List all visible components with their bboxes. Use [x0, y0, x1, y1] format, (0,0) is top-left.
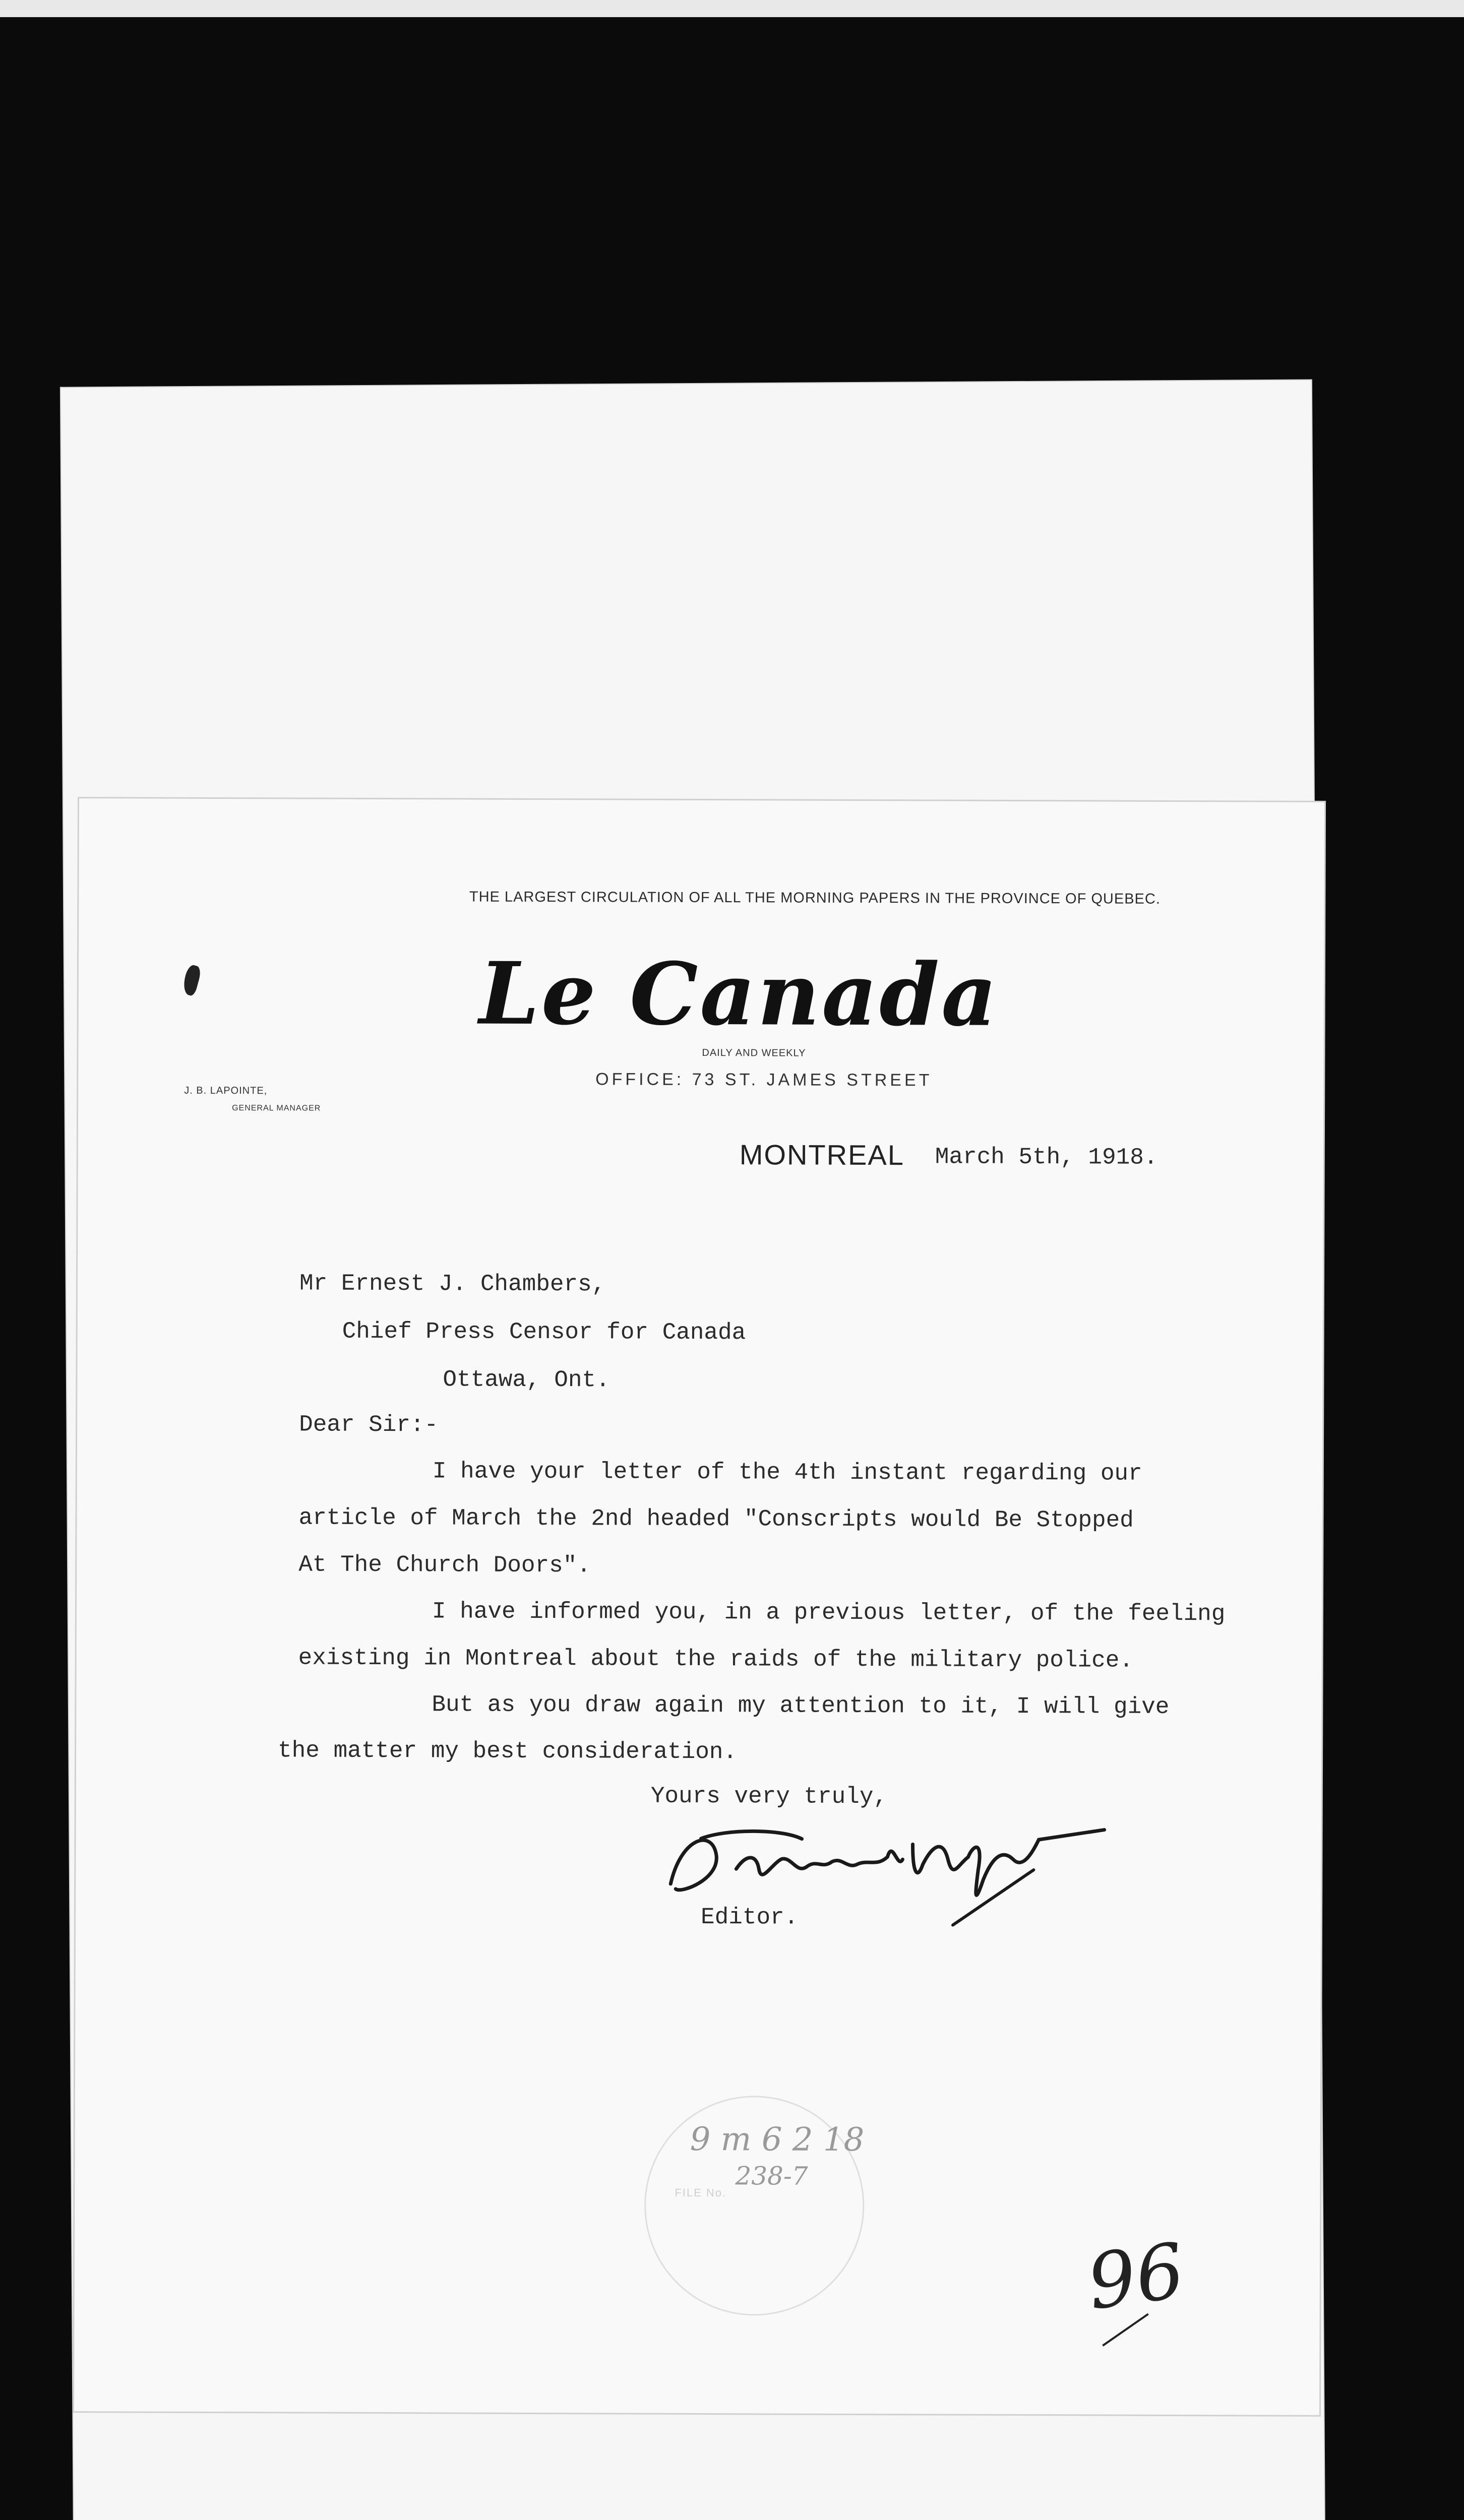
recipient-title: Chief Press Censor for Canada — [342, 1318, 746, 1346]
manager-title: GENERAL MANAGER — [232, 1104, 321, 1113]
salutation: Dear Sir:- — [299, 1411, 439, 1438]
recipient-city: Ottawa, Ont. — [443, 1366, 610, 1394]
recipient-name: Mr Ernest J. Chambers, — [299, 1270, 606, 1298]
edition-line: DAILY AND WEEKLY — [702, 1047, 806, 1059]
ink-mark — [181, 964, 203, 996]
handwritten-file-number: 238-7 — [735, 2161, 808, 2191]
letter-date: March 5th, 1918. — [935, 1144, 1158, 1171]
body-line: article of March the 2nd headed "Conscripts would Be Stopped — [298, 1504, 1134, 1534]
film-edge-strip — [0, 0, 1464, 17]
closing: Yours very truly, — [650, 1783, 888, 1810]
office-address: OFFICE: 73 ST. JAMES STREET — [595, 1069, 933, 1090]
body-line: But as you draw again my attention to it, I will give — [432, 1691, 1170, 1720]
signer-title: Editor. — [700, 1904, 799, 1931]
body-line: I have your letter of the 4th instant regarding our — [432, 1458, 1142, 1487]
body-line: existing in Montreal about the raids of the military police. — [298, 1645, 1134, 1674]
body-line: At The Church Doors". — [298, 1551, 591, 1579]
stamp-file-label: FILE No. — [675, 2186, 727, 2199]
folio-number: 96 — [1082, 2227, 1190, 2327]
body-line: I have informed you, in a previous letter, of the feeling — [432, 1598, 1226, 1627]
body-line: the matter my best consideration. — [278, 1737, 738, 1766]
manager-name: J. B. LAPOINTE, — [184, 1085, 268, 1097]
letter-place: MONTREAL — [739, 1139, 905, 1171]
newspaper-masthead: Le Canada — [478, 943, 999, 1046]
letterhead-tagline: THE LARGEST CIRCULATION OF ALL THE MORNING PAPERS IN THE PROVINCE OF QUEBEC. — [469, 889, 1161, 907]
handwritten-date: 9 m 6 2 18 — [690, 2120, 865, 2159]
letter-page — [74, 798, 1324, 2415]
